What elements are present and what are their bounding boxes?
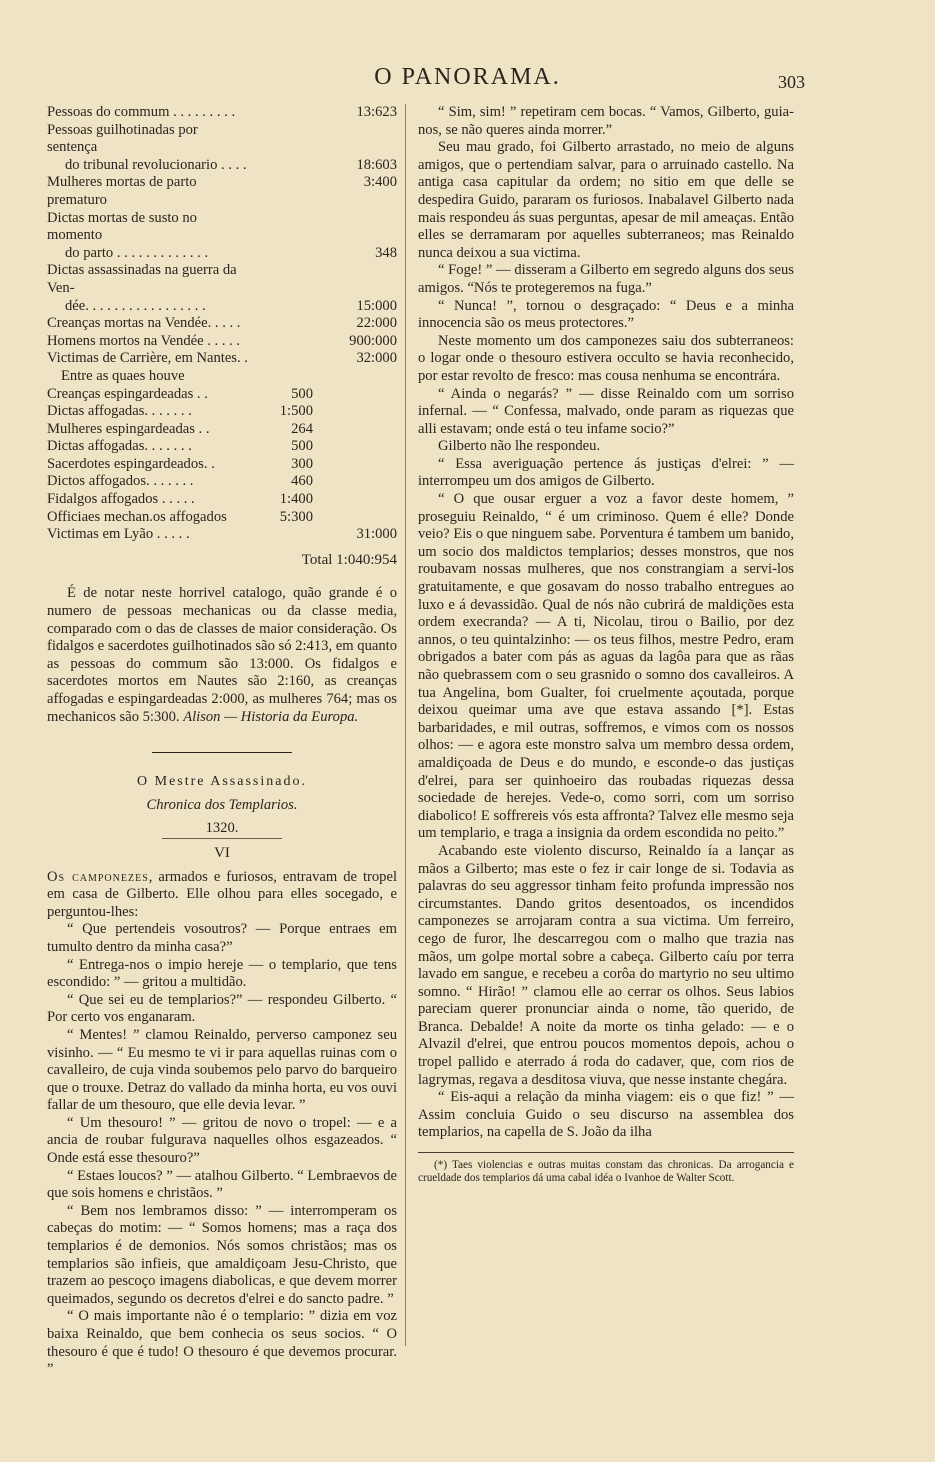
statistics-label: Entre as quaes houve bbox=[61, 367, 185, 384]
story-subtitle: Chronica dos Templarios. bbox=[146, 796, 298, 813]
story-paragraph: “ Bem nos lembramos disso: ” — interromperam os cabeças do motim: — “ Somos homens; mas a raça dos templarios é de demonios. Nós somos christãos; mas os templarios são infieis, que amaldiçoam Jesu-Christo, que trazem ao pescoço imagens diabolicas, e que devem morrer queimados, segundo os decretos d'elrei e do sancto padre. ” bbox=[47, 1202, 397, 1307]
statistics-subvalue: 500 bbox=[291, 385, 313, 402]
right-column bbox=[418, 104, 794, 1185]
statistics-row bbox=[47, 262, 397, 297]
statistics-label: dée. . . . . . . . . . . . . . . . . bbox=[65, 297, 206, 314]
statistics-value bbox=[313, 421, 397, 439]
statistics-value: 13:623 bbox=[356, 104, 397, 120]
statistics-row bbox=[47, 298, 397, 316]
statistics-subvalue bbox=[253, 298, 313, 316]
statistics-value bbox=[313, 509, 397, 527]
title-rule bbox=[162, 838, 282, 839]
statistics-label: Dictos affogados. . . . . . . bbox=[47, 473, 194, 490]
statistics-value bbox=[313, 456, 397, 474]
story-chapter: VI bbox=[214, 844, 230, 861]
story-paragraph: “ Que pertendeis vosoutros? — Porque entraes em tumulto dentro da minha casa?” bbox=[47, 921, 397, 955]
story-paragraph: Gilberto não lhe respondeu. bbox=[438, 438, 601, 455]
statistics-row bbox=[47, 210, 397, 245]
statistics-subvalue bbox=[253, 122, 313, 157]
statistics-row bbox=[47, 122, 397, 157]
statistics-label: do parto . . . . . . . . . . . . . bbox=[65, 244, 209, 261]
story-opening-lead: Os camponezes bbox=[47, 868, 149, 885]
statistics-subvalue: 1:400 bbox=[279, 491, 313, 508]
statistics-value: 31:000 bbox=[356, 526, 397, 543]
statistics-label: do tribunal revolucionario . . . . bbox=[65, 156, 247, 173]
statistics-subvalue bbox=[253, 104, 313, 122]
story-paragraph: “ Nunca! ”, tornou o desgraçado: “ Deus e a minha innocencia são os meus protectores.” bbox=[418, 297, 794, 332]
statistics-subvalue bbox=[253, 262, 313, 297]
column-divider bbox=[405, 104, 406, 1346]
story-year: 1320. bbox=[205, 820, 239, 837]
statistics-label: Fidalgos affogados . . . . . bbox=[47, 491, 195, 508]
statistics-label: Officiaes mechan.os affogados bbox=[47, 508, 227, 525]
statistics-subvalue: 500 bbox=[291, 438, 313, 455]
statistics-row bbox=[47, 368, 397, 386]
statistics-value: 3:400 bbox=[363, 174, 397, 191]
story-paragraph: Neste momento um dos camponezes saiu dos subterraneos: o logar onde o thesouro estivera occulto se havia reconhecido, por estar revolto de fresco: mas cousa nenhuma se encontrára. bbox=[418, 332, 794, 384]
statistics-subvalue: 1:500 bbox=[279, 403, 313, 420]
statistics-row bbox=[47, 421, 397, 439]
statistics-row bbox=[47, 438, 397, 456]
right-story-paragraphs bbox=[418, 104, 794, 1142]
story-paragraph: “ O que ousar erguer a voz a favor deste homem, ” proseguiu Reinaldo, “ é um criminoso. Quem é elle? Donde veio? Eis o que ninguem sabe. Porventura é tambem um banido, um socio dos maldictos templarios; desses monstros, que nos roubavam nossas mulheres, que nos constrangiam a servi-los gratuitamente, e que gosavam do nosso trabalho entregues ao luxo e á devassidão. Qual de nós não cubrirá de maldições esta ordem execranda? — A ti, Nicolau, tirou o Bailio, por dez annos, o teu quintalzinho: — os teus filhos, mestre Pedro, eram obrigados a bater com pás as aguas da lagôa para que as rãas não quebrassem com o seu grasnido o somno dos cavalleiros. A tua Angelina, bom Gualter, foi cruelmente açoutada, porque deixou queimar uma ave que estava assando [*]. Estas barbaridades, e mil outras, soffremos, e vimos com os nossos olhos: — e agora este monstro salva um membro dessa ordem, amaldiçoada de Deus e do mundo, e esconde-o das justiças d'elrei, para ser quinhoeiro das roubadas riquezas dessa sociedade de herejes. Vede-o, como sorri, com um sorriso diabolico! E soffrereis vós esta affronta? Talvez elle mesmo seja um templario, e traga a insignia da ordem escondida no peito.” bbox=[418, 491, 794, 842]
statistics-value: 32:000 bbox=[356, 350, 397, 367]
story-paragraph: “ Um thesouro! ” — gritou de novo o tropel: — e a ancia de roubar fulgurava naquelles olhos esgazeados. “ Onde está esse thesouro?” bbox=[47, 1114, 397, 1167]
statistics-value bbox=[313, 368, 397, 386]
story-paragraph: “ Sim, sim! ” repetiram cem bocas. “ Vamos, Gilberto, guia-nos, se não queres ainda morrer.” bbox=[418, 104, 794, 138]
statistics-subvalue bbox=[253, 157, 313, 175]
statistics-row bbox=[47, 245, 397, 263]
page-number: 303 bbox=[778, 72, 805, 92]
statistics-value bbox=[313, 386, 397, 404]
section-divider bbox=[152, 752, 292, 753]
statistics-subvalue bbox=[253, 210, 313, 245]
statistics-subvalue bbox=[253, 245, 313, 263]
statistics-row bbox=[47, 104, 397, 122]
statistics-row bbox=[47, 456, 397, 474]
statistics-row bbox=[47, 315, 397, 333]
statistics-subvalue: 300 bbox=[291, 455, 313, 472]
story-paragraph: “ Mentes! ” clamou Reinaldo, perverso camponez seu visinho. — “ Eu mesmo te vi ir para aquellas ruinas com o cavalleiro, de cuja vinda soubemos pelo parvo do barqueiro que o trouxe. Detraz do vallado da minha horta, eu vos ouvi fallar de um thesouro, que elle devia levar. ” bbox=[47, 1026, 397, 1114]
statistics-row bbox=[47, 350, 397, 368]
story-paragraph: “ Ainda o negarás? ” — disse Reinaldo com um sorriso infernal. — “ Confessa, malvado, onde param as riquezas que alli estavam; onde está o teu infame socio?” bbox=[418, 385, 794, 437]
statistics-value: 22:000 bbox=[356, 315, 397, 332]
statistics-subvalue: 5:300 bbox=[279, 508, 313, 525]
statistics-label: Dictas affogadas. . . . . . . bbox=[47, 438, 192, 455]
statistics-label: Dictas assassinadas na guerra da Ven- bbox=[47, 262, 237, 296]
statistics-row bbox=[47, 509, 397, 527]
statistics-row bbox=[47, 491, 397, 509]
story-paragraph: Seu mau grado, foi Gilberto arrastado, no meio de alguns amigos, que o pertendiam salvar, para o arruinado castello. Na antiga casa capitular da ordem; no sitio em que delle se despedira Guido, pararam os furiosos. Inabalavel Gilberto nada mais respondeu ás suas perguntas, apesar de mil ameaças. Então elles se derramaram por aquelles subterraneos; mas Reinaldo nunca deixou a sua victima. bbox=[418, 139, 794, 261]
statistics-subvalue bbox=[253, 526, 313, 544]
statistics-row bbox=[47, 333, 397, 351]
story-paragraph: “ Foge! ” — disseram a Gilberto em segredo alguns dos seus amigos. “Nós te protegeremos na fuga.” bbox=[418, 262, 794, 296]
statistics-subvalue bbox=[253, 174, 313, 209]
statistics-row bbox=[47, 403, 397, 421]
statistics-value bbox=[313, 122, 397, 157]
story-paragraph: “ Que sei eu de templarios?” — respondeu Gilberto. “ Por certo vos enganaram. bbox=[47, 991, 397, 1026]
statistics-value: 348 bbox=[375, 244, 397, 261]
statistics-label: Dictas affogadas. . . . . . . bbox=[47, 403, 192, 420]
story-paragraph: “ O mais importante não é o templario: ” dizia em voz baixa Reinaldo, que bem conhecia os seus socios. “ O thesouro é que é tudo! O thesouro é que devemos procurar. ” bbox=[47, 1308, 397, 1378]
left-story-paragraphs bbox=[47, 921, 397, 1378]
intro-text: É de notar neste horrivel catalogo, quão grande é o numero de pessoas mechanicas ou da classe media, comparado com o das de classes de maior consideração. Os fidalgos e sacerdotes guilhotinados são só 2:413, em quanto as pessoas do commum são 13:000. Os fidalgos e sacerdotes mortos em Nautes são 2:160, as creanças affogadas e espingardeadas 2:000, as mulheres 764; mas os mechanicos são 5:300. bbox=[47, 585, 397, 725]
statistics-label: Dictas mortas de susto no momento bbox=[47, 209, 197, 244]
statistics-total: Total 1:040:954 bbox=[301, 551, 397, 568]
statistics-label: Victimas de Carrière, em Nantes. . bbox=[47, 350, 248, 367]
story-opening-paragraph bbox=[47, 869, 397, 922]
statistics-subvalue bbox=[253, 333, 313, 351]
statistics-row bbox=[47, 174, 397, 209]
statistics-label: Creanças mortas na Vendée. . . . . bbox=[47, 315, 241, 332]
statistics-row bbox=[47, 157, 397, 175]
statistics-label: Creanças espingardeadas . . bbox=[47, 385, 208, 402]
story-paragraph: “ Essa averiguação pertence ás justiças d'elrei: ” — interrompeu um dos amigos de Gilberto. bbox=[418, 455, 794, 490]
statistics-value: 18:603 bbox=[356, 156, 397, 173]
statistics-label: Mulheres mortas de parto prematuro bbox=[47, 174, 197, 208]
statistics-label: Pessoas guilhotinadas por sentença bbox=[47, 121, 198, 156]
statistics-label: Homens mortos na Vendée . . . . . bbox=[47, 332, 241, 349]
left-column bbox=[47, 104, 397, 1379]
statistics-value bbox=[313, 210, 397, 245]
statistics-value bbox=[313, 438, 397, 456]
statistics-subvalue bbox=[253, 350, 313, 368]
statistics-subvalue: 460 bbox=[291, 473, 313, 490]
statistics-subvalue bbox=[253, 368, 313, 386]
statistics-label: Sacerdotes espingardeados. . bbox=[47, 455, 215, 472]
statistics-row bbox=[47, 473, 397, 491]
statistics-subvalue bbox=[253, 315, 313, 333]
intro-paragraph bbox=[47, 585, 397, 726]
statistics-value: 900:000 bbox=[349, 332, 397, 349]
story-paragraph: Acabando este violento discurso, Reinaldo ía a lançar as mãos a Gilberto; mas este o fez ir cair longe de si. Todavia as palavras do seu aggressor tinham feito profunda impressão nos circumstantes. Dando gritos desentoados, os incendidos camponezes se arrojaram contra a sua victima. Um ferreiro, cego de furor, lhe descarregou com o malho que trazia nas mãos, um golpe mortal sobre a cabeça. Gilberto caíu por terra lavado em sangue, e recebeu a corôa do martyrio no seu ultimo somno. “ Hirão! ” clamou elle ao cerrar os olhos. Seus labios pareciam querer pronunciar ainda o nome, tão querido, de Branca. Debalde! A noite da morte os tinha gelado: — e o Alvazil d'elrei, que entrou poucos momentos depois, achou o tropel pallido e aterrado á roda do cadaver, que, com rios de lagrymas, regava a desditosa viuva, que nesse instante chegára. bbox=[418, 842, 794, 1088]
statistics-subvalue: 264 bbox=[291, 420, 313, 437]
statistics-value bbox=[313, 262, 397, 297]
statistics-value bbox=[313, 403, 397, 421]
story-paragraph: “ Estaes loucos? ” — atalhou Gilberto. “ Lembraevos de que sois homens e christãos. ” bbox=[47, 1167, 397, 1202]
statistics-label: Mulheres espingardeadas . . bbox=[47, 420, 210, 437]
statistics-value bbox=[313, 473, 397, 491]
statistics-value bbox=[313, 491, 397, 509]
statistics-row bbox=[47, 386, 397, 404]
statistics-label: Pessoas do commum . . . . . . . . . bbox=[47, 104, 236, 120]
running-title: O PANORAMA. bbox=[374, 64, 561, 90]
statistics-table bbox=[47, 104, 397, 544]
story-paragraph: “ Eis-aqui a relação da minha viagem: eis o que fiz! ” — Assim concluia Guido o seu discurso na assemblea dos templarios, na capella de S. João da ilha bbox=[418, 1089, 794, 1141]
statistics-row bbox=[47, 526, 397, 544]
statistics-value: 15:000 bbox=[356, 297, 397, 314]
story-paragraph: “ Entrega-nos o impio hereje — o templario, que tens escondido: ” — gritou a multidão. bbox=[47, 956, 397, 991]
footnote: (*) Taes violencias e outras muitas constam das chronicas. Da arrogancia e crueldade dos templarios dá uma cabal idéa o Ivanhoe de Walter Scott. bbox=[418, 1159, 794, 1185]
statistics-label: Victimas em Lyão . . . . . bbox=[47, 526, 190, 543]
intro-citation: Alison — Historia da Europa. bbox=[183, 708, 359, 725]
story-title: O Mestre Assassinado. bbox=[137, 774, 307, 790]
story-opening-rest: , armados e furiosos, entravam de tropel em casa de Gilberto. Elle olhou para elles socegado, e perguntou-lhes: bbox=[47, 868, 397, 920]
footnote-rule bbox=[418, 1152, 794, 1153]
